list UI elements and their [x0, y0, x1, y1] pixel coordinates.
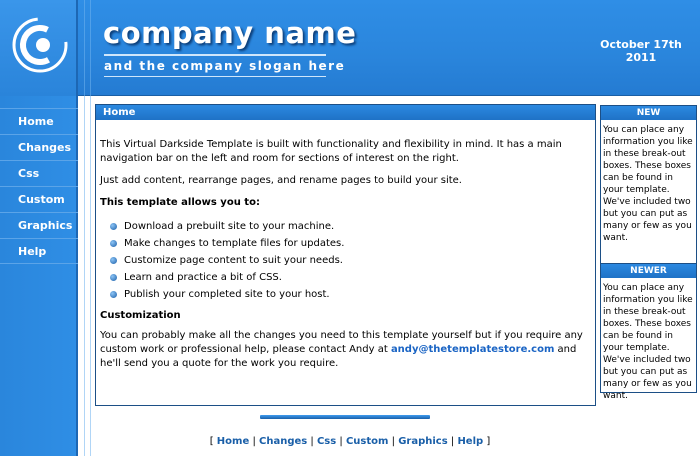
footer-link-changes[interactable]: Changes: [259, 436, 308, 447]
customization-heading: Customization: [100, 310, 181, 321]
list-item-text: Download a prebuilt site to your machine.: [124, 221, 335, 232]
footer-separator: |: [252, 436, 256, 447]
bullet-icon: [110, 240, 117, 247]
sidebar-grid-line: [90, 96, 91, 456]
bullet-icon: [110, 291, 117, 298]
footer-separator: |: [310, 436, 314, 447]
list-item-text: Publish your completed site to your host.: [124, 289, 330, 300]
features-list: [110, 218, 591, 303]
customization-paragraph: [100, 329, 591, 371]
allows-heading: This template allows you to:: [100, 197, 260, 208]
intro-paragraph: This Virtual Darkside Template is built with functionality and flexibility in mind. It has a main navigation bar on the left and room for sections of interest on the right.: [100, 139, 562, 164]
main-content-panel: [95, 104, 596, 406]
footer-separator: |: [391, 436, 396, 447]
logo-area[interactable]: [0, 0, 78, 96]
list-item: [110, 218, 591, 235]
swirl-logo-icon: [10, 15, 70, 75]
sidebar-item-graphics[interactable]: Graphics: [0, 212, 78, 238]
sidebar-grid-line: [84, 96, 85, 456]
news-box-text: You can place any information you like in these break-out boxes. These boxes can be found in your template. We've included two but you can put as many or few as you want.: [603, 283, 693, 401]
list-item: [110, 252, 591, 269]
footer-link-home[interactable]: Home: [216, 436, 250, 447]
main-panel-body: [96, 120, 595, 371]
contact-email-link[interactable]: andy@thetemplatestore.com: [390, 344, 555, 355]
header-divider: [104, 76, 326, 77]
list-item: [110, 286, 591, 303]
bullet-icon: [110, 274, 117, 281]
news-box-new: [600, 105, 697, 275]
header-divider: [104, 54, 326, 56]
sidebar-item-home[interactable]: Home: [0, 108, 78, 134]
footer-nav: [200, 436, 500, 447]
add-content-paragraph: Just add content, rearrange pages, and rename pages to build your site.: [100, 175, 462, 186]
sidebar-item-changes[interactable]: Changes: [0, 134, 78, 160]
news-box-title: NEW: [601, 106, 696, 120]
bullet-icon: [110, 223, 117, 230]
list-item-text: Learn and practice a bit of CSS.: [124, 272, 282, 283]
news-box-newer: [600, 263, 697, 401]
bullet-icon: [110, 257, 117, 264]
news-box-text: You can place any information you like in these break-out boxes. These boxes can be found in your template. We've included two but you can put as many or few as you want.: [603, 125, 693, 243]
sidebar: [0, 96, 78, 456]
customization-text-end: and he'll send you a quote for the work you require.: [100, 344, 577, 369]
list-item: [110, 269, 591, 286]
header-grid-line: [84, 0, 85, 96]
footer-bracket: [: [209, 436, 214, 447]
footer-link-graphics[interactable]: Graphics: [398, 436, 448, 447]
footer-link-css[interactable]: Css: [316, 436, 337, 447]
main-panel-title: Home: [96, 105, 595, 120]
news-box-title: NEWER: [601, 264, 696, 278]
footer-divider-bar: [260, 415, 430, 419]
footer-link-help[interactable]: Help: [457, 436, 484, 447]
footer-bracket: ]: [486, 436, 491, 447]
footer-link-custom[interactable]: Custom: [345, 436, 389, 447]
date-year: 2011: [625, 51, 657, 64]
date-month-day: October 17th: [600, 38, 682, 51]
company-name: company name: [103, 16, 357, 50]
sidebar-item-help[interactable]: Help: [0, 238, 78, 264]
footer-separator: |: [450, 436, 455, 447]
sidebar-nav: [0, 108, 78, 264]
footer-separator: |: [339, 436, 343, 447]
company-slogan: and the company slogan here: [104, 59, 346, 73]
list-item-text: Customize page content to suit your needs.: [124, 255, 343, 266]
sidebar-item-css[interactable]: Css: [0, 160, 78, 186]
page-header: [0, 0, 700, 96]
header-grid-line: [90, 0, 91, 96]
date-display: [596, 38, 686, 64]
list-item: [110, 235, 591, 252]
list-item-text: Make changes to template files for updates.: [124, 238, 345, 249]
sidebar-item-custom[interactable]: Custom: [0, 186, 78, 212]
customization-text: You can probably make all the changes you need to this template yourself but if you require any custom work or professional help, please contact Andy at: [100, 330, 583, 355]
